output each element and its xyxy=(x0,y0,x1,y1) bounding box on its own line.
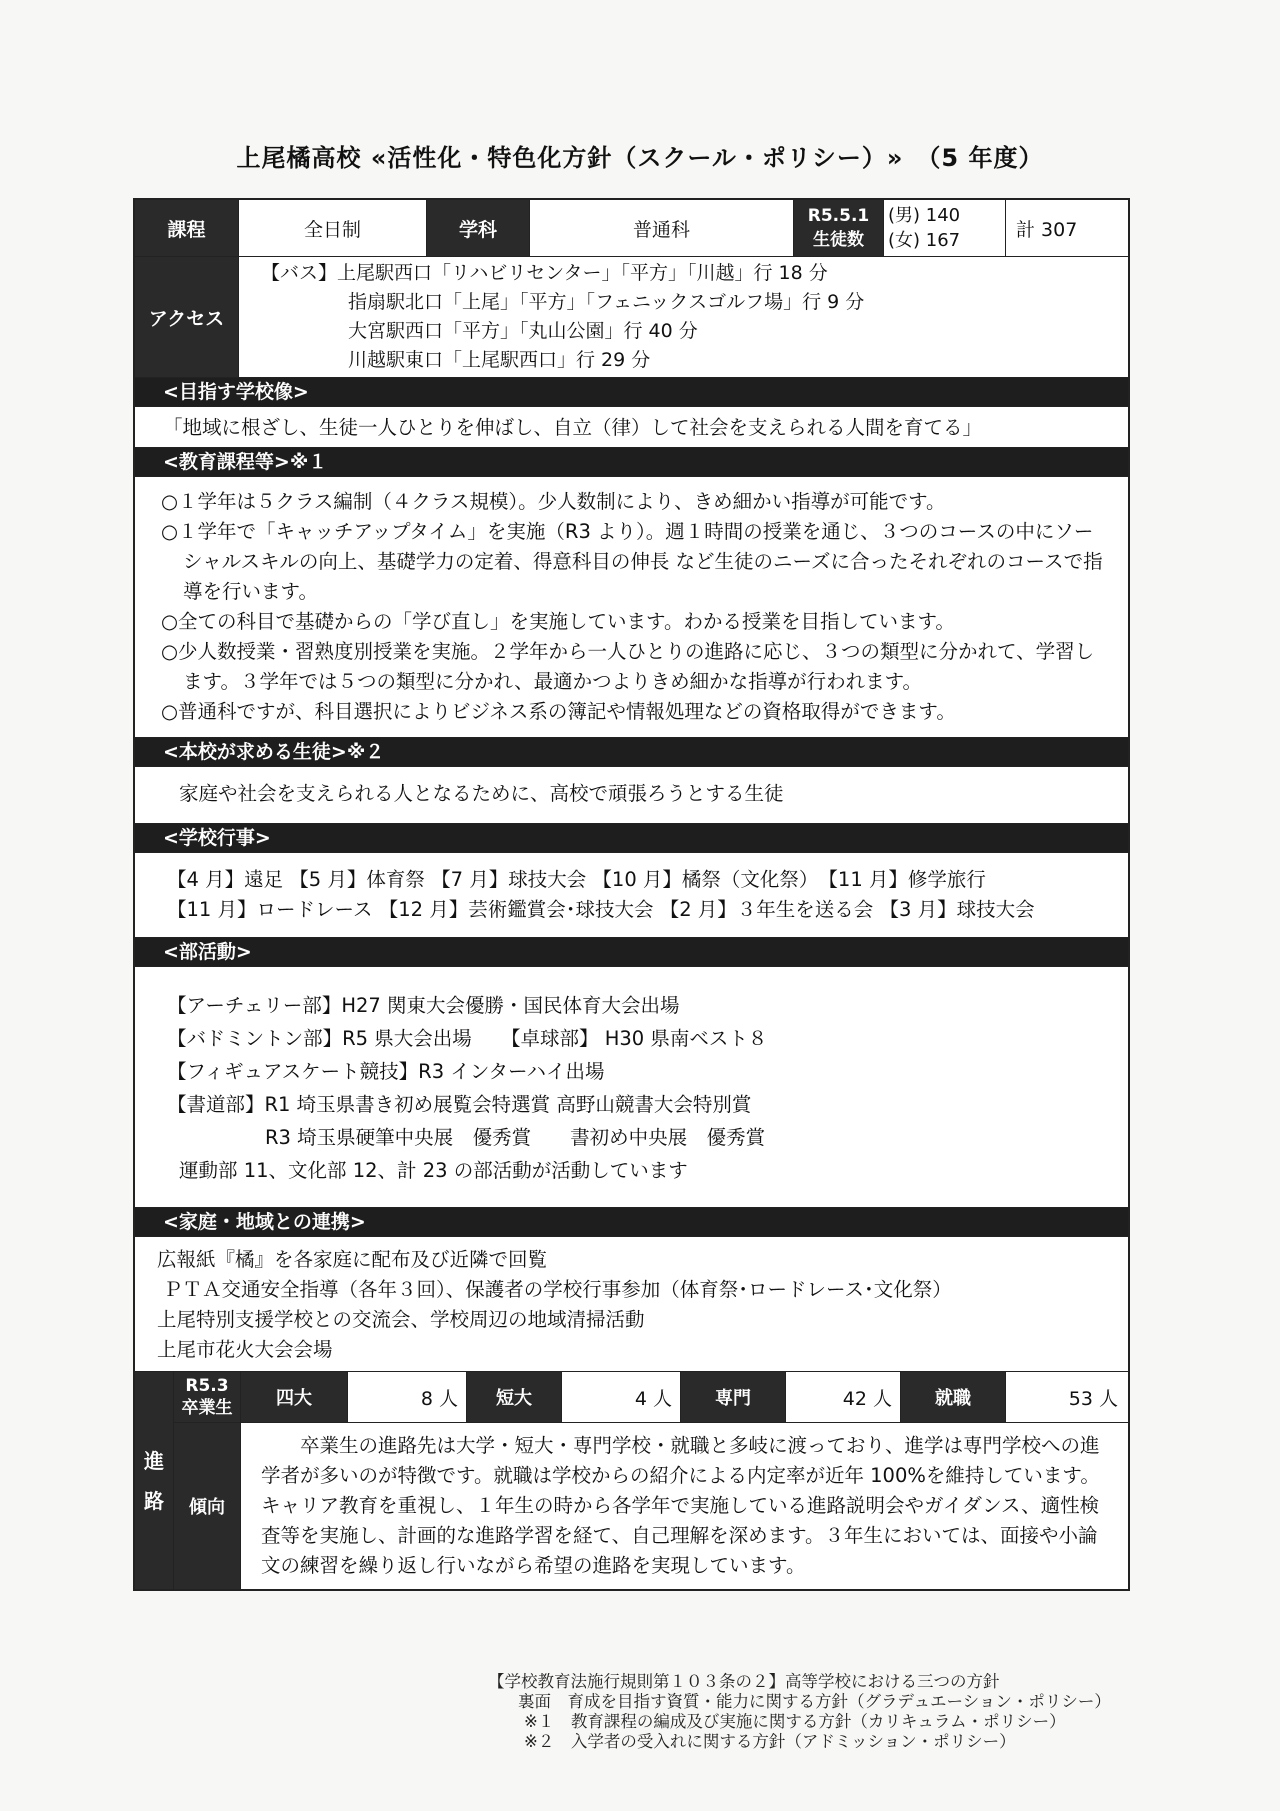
curriculum-item: ○１学年は５クラス編制（４クラス規模）。少人数制により、きめ細かい指導が可能です。 xyxy=(161,490,946,513)
stat-value-employment: 53 人 xyxy=(1005,1372,1128,1422)
stat-label-university: 四大 xyxy=(240,1372,347,1422)
school-ideal-body xyxy=(135,407,1128,448)
footer-line: ※２ 入学者の受入れに関する方針（アドミッション・ポリシー） xyxy=(524,1732,1016,1751)
trend-label: 傾向 xyxy=(174,1423,240,1589)
female-count: (女) 167 xyxy=(888,230,961,251)
trend-text: 卒業生の進路先は大学・短大・専門学校・就職と多岐に渡っており、進学は専門学校への進学者が多いのが特徴です。就職は学校からの紹介による内定率が近年 100%を維持しています。キャリア教育を重視し、１年生の時から各学年で実施している進路説明会やガイダンス、適性検査等を実施し、計画的な進路学習を経て、自己理解を深めます。３年生においては、面接や小論文の練習を繰り返し行いながら希望の進路を実現しています。 xyxy=(261,1434,1100,1577)
community-line: 上尾市花火大会会場 xyxy=(157,1338,333,1361)
curriculum-item: ○少人数授業・習熟度別授業を実施。２学年から一人ひとりの進路に応じ、３つの類型に分かれて、学習します。３学年では５つの類型に分かれ、最適かつよりきめ細かな指導が行われます。 xyxy=(161,640,1095,693)
page-title: 上尾橘高校 «活性化・特色化方針（スクール・ポリシー）» （5 年度） xyxy=(236,144,1044,172)
stat-label-vocational: 専門 xyxy=(680,1372,785,1422)
access-line: 大宮駅西口「平方」「丸山公園」行 40 分 xyxy=(348,320,698,342)
policy-sheet xyxy=(133,198,1130,1591)
clubs-line: 【書道部】R1 埼玉県書き初め展覧会特選賞 高野山競書大会特別賞 xyxy=(167,1093,752,1116)
career-side-char: 進 xyxy=(144,1448,164,1473)
clubs-line: R3 埼玉県硬筆中央展 優秀賞 書初め中央展 優秀賞 xyxy=(265,1126,766,1149)
career-section xyxy=(135,1372,1128,1589)
stat-label-employment: 就職 xyxy=(900,1372,1005,1422)
stat-label-junior-college: 短大 xyxy=(466,1372,561,1422)
graduate-stats-row xyxy=(174,1372,1128,1423)
access-label: アクセス xyxy=(135,257,238,377)
stat-value-vocational: 42 人 xyxy=(785,1372,900,1422)
curriculum-item: ○全ての科目で基礎からの「学び直し」を実施しています。わかる授業を目指しています。 xyxy=(161,610,955,633)
school-ideal-heading: <目指す学校像> xyxy=(135,378,1128,407)
access-line: 指扇駅北口「上尾」「平方」「フェニックスゴルフ場」行 9 分 xyxy=(348,291,865,313)
gender-counts xyxy=(883,200,1005,256)
community-line: 上尾特別支援学校との交流会、学校周辺の地域清掃活動 xyxy=(157,1308,645,1331)
trend-row xyxy=(174,1423,1128,1589)
events-body xyxy=(135,853,1128,938)
clubs-body xyxy=(135,967,1128,1208)
enrollment-label xyxy=(793,200,883,256)
graduate-word: 卒業生 xyxy=(181,1398,233,1418)
curriculum-heading: <教育課程等>※１ xyxy=(135,448,1128,477)
footer-line: ※１ 教育課程の編成及び実施に関する方針（カリキュラム・ポリシー） xyxy=(524,1712,1066,1731)
career-side-label xyxy=(135,1372,174,1589)
dept-value: 普通科 xyxy=(529,200,793,256)
enrollment-date: R5.5.1 xyxy=(807,206,870,226)
desired-students-body xyxy=(135,767,1128,824)
clubs-line: 運動部 11、文化部 12、計 23 の部活動が活動しています xyxy=(179,1159,688,1182)
footer-notes xyxy=(488,1672,1111,1752)
graduate-year: R5.3 xyxy=(185,1376,229,1396)
footer-line: 裏面 育成を目指す資質・能力に関する方針（グラデュエーション・ポリシー） xyxy=(518,1692,1111,1711)
access-line: 川越駅東口「上尾駅西口」行 29 分 xyxy=(348,349,651,371)
stat-value-university: 8 人 xyxy=(347,1372,466,1422)
events-line: 【4 月】遠足 【5 月】体育祭 【7 月】球技大会 【10 月】橘祭（文化祭） 【11 月】修学旅行 xyxy=(167,868,986,891)
school-ideal-text: 「地域に根ざし、生徒一人ひとりを伸ばし、自立（律）して社会を支えられる人間を育てる」 xyxy=(163,416,983,439)
career-content xyxy=(174,1372,1128,1589)
course-value: 全日制 xyxy=(238,200,426,256)
career-side-char: 路 xyxy=(144,1488,164,1513)
clubs-line: 【アーチェリー部】H27 関東大会優勝・国民体育大会出場 xyxy=(167,994,680,1017)
dept-label: 学科 xyxy=(426,200,529,256)
course-label: 課程 xyxy=(135,200,238,256)
curriculum-body xyxy=(135,477,1128,738)
access-row xyxy=(135,257,1128,378)
desired-students-text: 家庭や社会を支えられる人となるために、高校で頑張ろうとする生徒 xyxy=(179,782,784,805)
trend-body xyxy=(240,1423,1128,1589)
male-count: (男) 140 xyxy=(888,205,961,226)
community-body xyxy=(135,1237,1128,1372)
graduate-label xyxy=(174,1372,240,1422)
footer-line: 【学校教育法施行規則第１０３条の２】高等学校における三つの方針 xyxy=(488,1672,1000,1691)
clubs-line: 【フィギュアスケート競技】R3 インターハイ出場 xyxy=(167,1060,605,1083)
curriculum-item: ○１学年で「キャッチアップタイム」を実施（R3 より）。週１時間の授業を通じ、３つのコースの中にソーシャルスキルの向上、基礎学力の定着、得意科目の伸長 など生徒のニーズに合ったそれぞれのコースで指導を行います。 xyxy=(161,520,1103,603)
stat-value-junior-college: 4 人 xyxy=(561,1372,680,1422)
total-count: 計 307 xyxy=(1005,200,1128,256)
community-heading: <家庭・地域との連携> xyxy=(135,1208,1128,1237)
header-row xyxy=(135,200,1128,257)
community-line: 広報紙『橘』を各家庭に配布及び近隣で回覧 xyxy=(157,1248,548,1271)
enrollment-word: 生徒数 xyxy=(813,230,864,250)
community-line: ＰＴＡ交通安全指導（各年３回）、保護者の学校行事参加（体育祭･ロードレース･文化祭） xyxy=(163,1278,952,1301)
access-lines xyxy=(238,257,1128,377)
desired-students-heading: <本校が求める生徒>※２ xyxy=(135,738,1128,767)
events-heading: <学校行事> xyxy=(135,824,1128,853)
clubs-heading: <部活動> xyxy=(135,938,1128,967)
curriculum-item: ○普通科ですが、科目選択によりビジネス系の簿記や情報処理などの資格取得ができます。 xyxy=(161,700,956,723)
clubs-line: 【バドミントン部】R5 県大会出場 【卓球部】 H30 県南ベスト８ xyxy=(167,1027,768,1050)
events-line: 【11 月】ロードレース 【12 月】芸術鑑賞会･球技大会 【2 月】３年生を送る会 【3 月】球技大会 xyxy=(167,898,1035,921)
access-line: 【バス】上尾駅西口「リハビリセンター」「平方」「川越」行 18 分 xyxy=(261,262,828,284)
